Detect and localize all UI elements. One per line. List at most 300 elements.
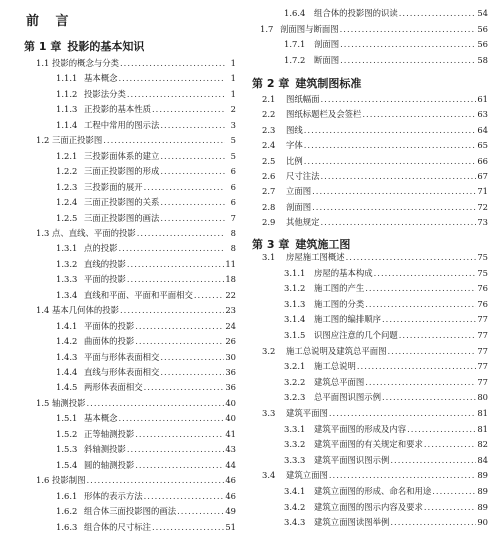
- toc-entry[interactable]: [262, 215, 488, 229]
- dot-leader: [340, 22, 477, 36]
- page-number: 90: [477, 517, 488, 528]
- entry-number: 3.1.4: [284, 314, 306, 325]
- page-number: 75: [477, 267, 488, 278]
- dot-leader: [87, 473, 225, 487]
- entry-number: 3.4.2: [284, 501, 306, 512]
- toc-entry[interactable]: [262, 468, 488, 482]
- toc-entry[interactable]: [284, 281, 488, 295]
- page-number: 49: [225, 506, 236, 517]
- entry-number: 1.2.1: [56, 150, 78, 161]
- entry-number: 2.2: [262, 109, 276, 120]
- entry-title: 两形体表面相交: [84, 382, 143, 393]
- entry-title: 三面正投影图的关系: [84, 197, 160, 208]
- page-number: 22: [225, 289, 236, 300]
- toc-entry[interactable]: [262, 123, 488, 137]
- toc-entry[interactable]: [56, 520, 236, 534]
- entry-title: 建筑立面图读图举例: [314, 517, 390, 528]
- entry-number: 2.8: [262, 201, 276, 212]
- toc-entry[interactable]: [36, 133, 236, 147]
- page-number: 77: [477, 376, 488, 387]
- page-number: 23: [225, 305, 236, 316]
- page-number: 82: [477, 439, 488, 450]
- page-number: 11: [225, 258, 236, 269]
- chapter-1-heading[interactable]: [24, 38, 144, 54]
- page-number: 1: [230, 73, 236, 84]
- page-number: 56: [477, 23, 488, 34]
- dot-leader: [365, 281, 476, 295]
- page-number: 76: [477, 298, 488, 309]
- page-number: 6: [230, 181, 236, 192]
- toc-entry[interactable]: [284, 328, 488, 342]
- entry-number: 1.4.2: [56, 336, 78, 347]
- dot-leader: [362, 107, 476, 121]
- dot-leader: [127, 87, 225, 101]
- entry-title: 建筑平面图的有关规定和要求: [314, 439, 423, 450]
- dot-leader: [160, 164, 225, 178]
- page-number: 80: [477, 392, 488, 403]
- dot-leader: [312, 200, 476, 214]
- toc-entry[interactable]: [56, 458, 236, 472]
- entry-title: 施工图的编排顺序: [314, 314, 381, 325]
- page-number: 77: [477, 345, 488, 356]
- dot-leader: [160, 149, 225, 163]
- page-number: 58: [477, 54, 488, 65]
- entry-number: 3.2.2: [284, 376, 306, 387]
- toc-entry[interactable]: [56, 380, 236, 394]
- entry-number: 1.4.5: [56, 382, 78, 393]
- toc-entry[interactable]: [56, 164, 236, 178]
- toc-entry[interactable]: [284, 484, 488, 498]
- toc-entry[interactable]: [262, 200, 488, 214]
- page-number: 81: [477, 408, 488, 418]
- entry-number: 1.5.2: [56, 428, 78, 439]
- entry-number: 2.7: [262, 186, 276, 197]
- entry-number: 1.3.4: [56, 289, 78, 300]
- toc-entry[interactable]: [36, 56, 236, 70]
- dot-leader: [321, 92, 477, 106]
- entry-number: 3.1.3: [284, 298, 306, 309]
- entry-title: 建筑平面图的形成及内容: [314, 423, 407, 434]
- dot-leader: [329, 468, 476, 482]
- entry-number: 3.1: [262, 252, 276, 262]
- entry-title: 图纸幅面: [286, 94, 320, 104]
- entry-title: 立面图: [286, 186, 312, 197]
- entry-number: 1.6.4: [284, 8, 306, 18]
- toc-entry[interactable]: [56, 504, 236, 518]
- entry-title: 形体的表示方法: [84, 490, 143, 501]
- toc-entry[interactable]: [56, 334, 236, 348]
- entry-number: 1.4.1: [56, 320, 78, 331]
- dot-leader: [160, 118, 225, 132]
- entry-number: 2.4: [262, 140, 276, 151]
- dot-leader: [194, 288, 224, 302]
- toc-entry[interactable]: [262, 138, 488, 152]
- toc-entry[interactable]: [56, 211, 236, 225]
- chapter-number: 第 3 章: [252, 238, 290, 251]
- page-number: 89: [477, 501, 488, 512]
- entry-title: 平面的投影: [84, 274, 126, 285]
- toc-entry[interactable]: [284, 312, 488, 326]
- entry-title: 图线: [286, 124, 303, 135]
- toc-entry[interactable]: [56, 350, 236, 364]
- dot-leader: [399, 328, 477, 342]
- toc-entry[interactable]: [260, 22, 488, 36]
- entry-title: 正投影的基本性质: [84, 104, 151, 115]
- entry-title: 施工总说明: [314, 361, 356, 372]
- dot-leader: [304, 154, 477, 168]
- page-number: 41: [225, 428, 236, 439]
- entry-number: 3.4: [262, 470, 276, 481]
- entry-number: 1.6.2: [56, 506, 78, 517]
- page-number: 77: [477, 314, 488, 325]
- toc-entry[interactable]: [284, 422, 488, 436]
- chapter-title: 建筑施工图: [295, 238, 351, 251]
- toc-entry[interactable]: [56, 241, 236, 255]
- toc-entry[interactable]: [56, 365, 236, 379]
- entry-title: 剖面图与断面图: [280, 23, 339, 34]
- entry-number: 1.3: [36, 227, 50, 238]
- page-number: 26: [225, 336, 236, 347]
- entry-number: 1.2.2: [56, 166, 78, 177]
- chapter-2-heading[interactable]: [252, 75, 361, 91]
- entry-number: 3.4.3: [284, 517, 306, 528]
- toc-entry[interactable]: [284, 453, 488, 467]
- page-number: 44: [225, 459, 236, 470]
- dot-leader: [144, 380, 225, 394]
- page-number: 40: [225, 413, 236, 424]
- page-number: 77: [477, 330, 488, 340]
- dot-leader: [160, 350, 224, 364]
- toc-entry[interactable]: [56, 118, 236, 132]
- dot-leader: [160, 365, 224, 379]
- entry-number: 1.2.5: [56, 212, 78, 223]
- toc-entry[interactable]: [56, 442, 236, 456]
- entry-number: 2.6: [262, 171, 276, 181]
- page-number: 65: [477, 140, 488, 151]
- entry-number: 1.5.1: [56, 413, 78, 424]
- entry-number: 1.1.4: [56, 119, 78, 130]
- dot-leader: [357, 359, 476, 373]
- toc-entry[interactable]: [56, 489, 236, 503]
- toc-entry[interactable]: [284, 437, 488, 451]
- toc-entry[interactable]: [284, 359, 488, 373]
- entry-number: 1.1.3: [56, 104, 78, 115]
- entry-title: 基本概念: [84, 73, 118, 84]
- toc-entry[interactable]: [262, 92, 488, 106]
- page-number: 36: [225, 382, 236, 393]
- entry-title: 三面正投影图的形成: [84, 166, 160, 177]
- toc-entry[interactable]: [284, 515, 488, 529]
- entry-title: 三面正投影图的画法: [84, 212, 160, 223]
- entry-title: 直线和平面、平面和平面相交: [84, 289, 193, 300]
- toc-entry[interactable]: [284, 500, 488, 514]
- entry-title: 三投影面的展开: [84, 181, 143, 192]
- toc-entry[interactable]: [56, 195, 236, 209]
- entry-title: 识图应注意的几个问题: [314, 330, 398, 340]
- entry-number: 1.7.1: [284, 39, 306, 50]
- dot-leader: [135, 458, 224, 472]
- dot-leader: [127, 442, 224, 456]
- dot-leader: [120, 56, 225, 70]
- entry-number: 3.2.3: [284, 392, 306, 403]
- entry-title: 基本几何体的投影: [52, 305, 119, 316]
- entry-title: 剖面图: [286, 201, 312, 212]
- page-number: 30: [225, 351, 236, 362]
- dot-leader: [424, 437, 476, 451]
- entry-number: 1.6.3: [56, 521, 78, 532]
- page-number: 43: [225, 444, 236, 455]
- dot-leader: [424, 500, 476, 514]
- page-number: 3: [230, 119, 236, 130]
- entry-title: 投影制图: [52, 475, 86, 486]
- toc-entry[interactable]: [284, 297, 488, 311]
- entry-title: 尺寸注法: [286, 171, 320, 181]
- page-number: 8: [230, 243, 236, 254]
- page-number: 24: [225, 320, 236, 331]
- toc-entry[interactable]: [262, 184, 488, 198]
- toc-entry[interactable]: [56, 427, 236, 441]
- entry-title: 点、直线、平面的投影: [52, 227, 136, 238]
- entry-number: 1.5.4: [56, 459, 78, 470]
- entry-number: 1.2.4: [56, 197, 78, 208]
- entry-title: 投影法分类: [84, 88, 126, 99]
- entry-title: 平面体的投影: [84, 320, 135, 331]
- page-number: 66: [477, 155, 488, 166]
- entry-title: 断面图: [314, 54, 340, 65]
- dot-leader: [407, 422, 476, 436]
- dot-leader: [103, 133, 225, 147]
- toc-entry[interactable]: [56, 149, 236, 163]
- toc-entry[interactable]: [36, 303, 236, 317]
- dot-leader: [119, 71, 226, 85]
- chapter-title: 投影的基本知识: [67, 40, 145, 53]
- chapter-title: 建筑制图标准: [295, 77, 362, 90]
- dot-leader: [304, 138, 477, 152]
- page-number: 46: [225, 475, 236, 486]
- entry-number: 1.2.3: [56, 181, 78, 192]
- entry-title: 工程中常用的图示法: [84, 119, 160, 130]
- chapter-number: 第 1 章: [24, 40, 62, 53]
- page-number: 77: [477, 361, 488, 372]
- entry-title: 剖面图: [314, 39, 340, 50]
- dot-leader: [120, 303, 224, 317]
- entry-title: 房屋施工图概述: [286, 252, 345, 262]
- entry-title: 直线与形体表面相交: [84, 367, 160, 377]
- entry-number: 1.1.1: [56, 73, 78, 84]
- entry-number: 1.1: [36, 58, 50, 68]
- page-number: 56: [477, 39, 488, 50]
- entry-title: 曲面体的投影: [84, 336, 135, 347]
- entry-title: 基本概念: [84, 413, 118, 424]
- entry-number: 3.2: [262, 345, 276, 356]
- toc-entry[interactable]: [284, 6, 488, 20]
- entry-title: 建筑立面图的图示内容及要求: [314, 501, 423, 512]
- dot-leader: [340, 37, 476, 51]
- entry-number: 1.3.3: [56, 274, 78, 285]
- toc-entry[interactable]: [56, 411, 236, 425]
- dot-leader: [127, 257, 224, 271]
- dot-leader: [152, 102, 225, 116]
- toc-entry[interactable]: [36, 473, 236, 487]
- entry-title: 正等轴测投影: [84, 428, 135, 439]
- toc-entry[interactable]: [284, 375, 488, 389]
- page-number: 76: [477, 283, 488, 294]
- entry-number: 2.3: [262, 124, 276, 135]
- dot-leader: [382, 390, 476, 404]
- dot-leader: [127, 272, 224, 286]
- dot-leader: [365, 375, 476, 389]
- entry-number: 1.5: [36, 397, 50, 408]
- toc-entry[interactable]: [284, 53, 488, 67]
- entry-number: 3.3.1: [284, 423, 306, 434]
- entry-number: 3.1.5: [284, 330, 306, 340]
- page-number: 72: [477, 201, 488, 212]
- entry-number: 1.6: [36, 475, 50, 486]
- toc-entry[interactable]: [262, 250, 488, 264]
- entry-title: 组合体三面投影图的画法: [84, 506, 177, 517]
- page-number: 7: [230, 212, 236, 223]
- dot-leader: [119, 411, 225, 425]
- page-number: 61: [477, 94, 488, 104]
- toc-entry[interactable]: [284, 37, 488, 51]
- toc-entry[interactable]: [262, 344, 488, 358]
- entry-title: 直线的投影: [84, 258, 126, 269]
- entry-number: 1.4: [36, 305, 50, 316]
- entry-number: 1.6.1: [56, 490, 78, 501]
- entry-title: 施工总说明及建筑总平面图: [286, 345, 387, 356]
- entry-number: 2.1: [262, 94, 276, 104]
- toc-entry[interactable]: [36, 226, 236, 240]
- entry-number: 1.7: [260, 23, 274, 34]
- dot-leader: [390, 515, 476, 529]
- toc-entry[interactable]: [56, 272, 236, 286]
- entry-title: 施工图的产生: [314, 283, 365, 294]
- toc-entry[interactable]: [56, 180, 236, 194]
- dot-leader: [388, 344, 477, 358]
- entry-number: 2.5: [262, 155, 276, 166]
- entry-title: 三投影面体系的建立: [84, 150, 160, 161]
- page-number: 2: [230, 104, 236, 115]
- dot-leader: [135, 427, 224, 441]
- entry-title: 投影的概念与分类: [52, 58, 119, 68]
- page-number: 54: [477, 8, 488, 18]
- entry-number: 1.4.3: [56, 351, 78, 362]
- dot-leader: [329, 406, 476, 420]
- page-number: 64: [477, 124, 488, 135]
- entry-title: 建筑总平面图: [314, 376, 365, 387]
- entry-number: 3.1.1: [284, 267, 306, 278]
- entry-title: 建筑平面图识图示例: [314, 454, 390, 465]
- entry-title: 比例: [286, 155, 303, 166]
- page-number: 6: [230, 166, 236, 177]
- entry-title: 三面正投影图: [52, 135, 103, 146]
- dot-leader: [374, 266, 477, 280]
- dot-leader: [304, 123, 477, 137]
- chapter-number: 第 2 章: [252, 77, 290, 90]
- entry-number: 1.3.2: [56, 258, 78, 269]
- dot-leader: [160, 195, 225, 209]
- dot-leader: [144, 489, 225, 503]
- dot-leader: [312, 184, 476, 198]
- page-number: 63: [477, 109, 488, 120]
- entry-title: 组合体的尺寸标注: [84, 521, 151, 532]
- entry-number: 3.2.1: [284, 361, 306, 372]
- dot-leader: [144, 180, 225, 194]
- toc-entry[interactable]: [56, 102, 236, 116]
- entry-title: 组合体的投影图的识读: [314, 8, 398, 18]
- page-number: 71: [477, 186, 488, 197]
- dot-leader: [135, 334, 224, 348]
- page-number: 73: [477, 217, 488, 228]
- entry-title: 建筑立面图的形成、命名和用途: [314, 486, 432, 496]
- entry-title: 建筑平面图: [286, 408, 328, 418]
- page-number: 6: [230, 197, 236, 208]
- entry-title: 其他规定: [286, 217, 320, 228]
- page-number: 81: [477, 423, 488, 434]
- entry-title: 建筑立面图: [286, 470, 328, 481]
- dot-leader: [160, 211, 225, 225]
- entry-title: 总平面图识图示例: [314, 392, 381, 403]
- dot-leader: [399, 6, 477, 20]
- toc-entry[interactable]: [56, 71, 236, 85]
- toc-entry[interactable]: [36, 396, 236, 410]
- page-number: 89: [477, 470, 488, 481]
- entry-number: 3.3: [262, 408, 276, 418]
- entry-title: 平面与形体表面相交: [84, 351, 160, 362]
- page-number: 51: [225, 521, 236, 532]
- toc-entry[interactable]: [284, 390, 488, 404]
- dot-leader: [432, 484, 476, 498]
- page-number: 8: [230, 227, 236, 238]
- page-number: 1: [230, 58, 236, 68]
- toc-entry[interactable]: [284, 266, 488, 280]
- page-number: 18: [225, 274, 236, 285]
- page-number: 36: [225, 367, 236, 377]
- toc-entry[interactable]: [56, 319, 236, 333]
- toc-entry[interactable]: [56, 257, 236, 271]
- entry-number: 2.9: [262, 217, 276, 228]
- page-number: 5: [230, 150, 236, 161]
- toc-entry[interactable]: [262, 169, 488, 183]
- dot-leader: [177, 504, 224, 518]
- toc-entry[interactable]: [262, 154, 488, 168]
- entry-number: 3.3.2: [284, 439, 306, 450]
- preface-heading[interactable]: 前 言: [26, 14, 75, 29]
- entry-number: 1.3.1: [56, 243, 78, 254]
- dot-leader: [321, 169, 477, 183]
- dot-leader: [365, 297, 476, 311]
- page-number: 75: [477, 252, 488, 262]
- entry-title: 房屋的基本构成: [314, 267, 373, 278]
- toc-entry[interactable]: [56, 87, 236, 101]
- dot-leader: [390, 453, 476, 467]
- dot-leader: [382, 312, 476, 326]
- page-number: 89: [477, 486, 488, 496]
- dot-leader: [152, 520, 224, 534]
- entry-number: 3.4.1: [284, 486, 306, 496]
- entry-number: 1.7.2: [284, 54, 306, 65]
- toc-entry[interactable]: [56, 288, 236, 302]
- page-number: 67: [477, 171, 488, 181]
- toc-entry[interactable]: [262, 107, 488, 121]
- toc-entry[interactable]: [262, 406, 488, 420]
- dot-leader: [346, 250, 477, 264]
- entry-title: 施工图的分类: [314, 298, 365, 309]
- page-number: 40: [225, 397, 236, 408]
- dot-leader: [135, 319, 224, 333]
- entry-title: 字体: [286, 140, 303, 151]
- entry-number: 1.5.3: [56, 444, 78, 455]
